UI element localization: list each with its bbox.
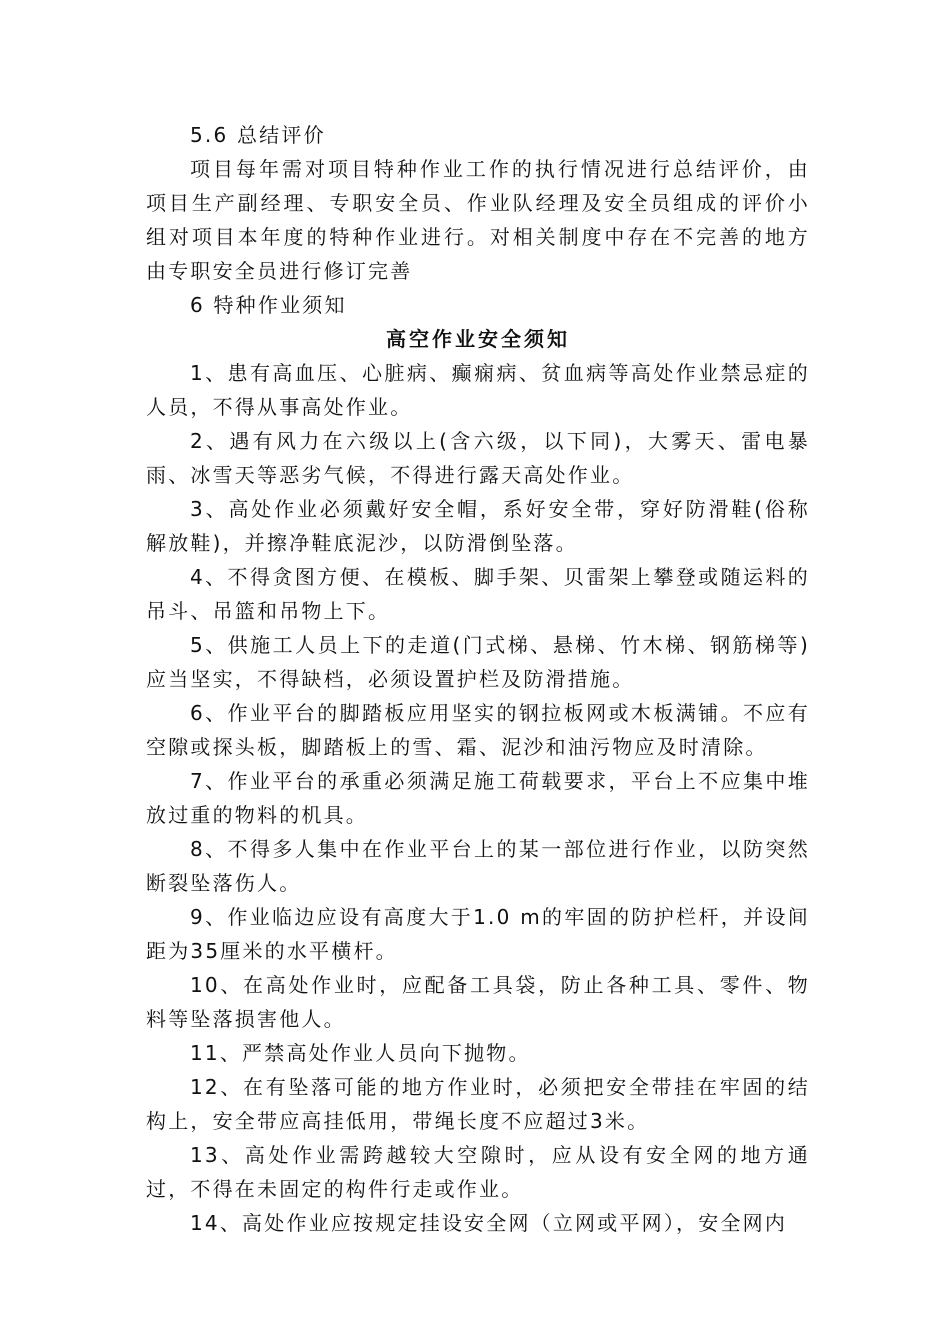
notice-title: 高空作业安全须知	[386, 327, 570, 351]
notice-item: 11、严禁高处作业人员向下抛物。	[190, 1041, 531, 1065]
notice-item: 3、高处作业必须戴好安全帽，系好安全带，穿好防滑鞋(俗称解放鞋)，并擦净鞋底泥沙，以防滑倒坠落。	[146, 497, 810, 555]
section-6-heading: 6 特种作业须知	[190, 293, 347, 317]
notice-item: 8、不得多人集中在作业平台上的某一部位进行作业，以防突然断裂坠落伤人。	[146, 837, 810, 895]
notice-item: 7、作业平台的承重必须满足施工荷载要求，平台上不应集中堆放过重的物料的机具。	[146, 769, 810, 827]
notice-item: 12、在有坠落可能的地方作业时，必须把安全带挂在牢固的结构上，安全带应高挂低用，带绳长度不应超过3米。	[146, 1075, 810, 1133]
notice-item: 9、作业临边应设有高度大于1.0 m的牢固的防护栏杆，并设间距为35厘米的水平横杆。	[146, 905, 810, 963]
section-5-6-heading: 5.6 总结评价	[190, 123, 326, 147]
notice-item: 2、遇有风力在六级以上(含六级，以下同)，大雾天、雷电暴雨、冰雪天等恶劣气候，不得进行露天高处作业。	[146, 429, 810, 487]
notice-item: 5、供施工人员上下的走道(门式梯、悬梯、竹木梯、钢筋梯等)应当坚实，不得缺档，必须设置护栏及防滑措施。	[146, 633, 810, 691]
notice-item: 14、高处作业应按规定挂设安全网（立网或平网），安全网内	[190, 1211, 788, 1235]
notice-item: 1、患有高血压、心脏病、癫痫病、贫血病等高处作业禁忌症的人员，不得从事高处作业。	[146, 361, 810, 419]
notice-item: 6、作业平台的脚踏板应用坚实的钢拉板网或木板满铺。不应有空隙或探头板，脚踏板上的雪、霜、泥沙和油污物应及时清除。	[146, 701, 810, 759]
notice-item: 10、在高处作业时，应配备工具袋，防止各种工具、零件、物料等坠落损害他人。	[146, 973, 810, 1031]
notice-item: 13、高处作业需跨越较大空隙时，应从设有安全网的地方通过，不得在未固定的构件行走或作业。	[146, 1143, 810, 1201]
notice-item: 4、不得贪图方便、在模板、脚手架、贝雷架上攀登或随运料的吊斗、吊篮和吊物上下。	[146, 565, 810, 623]
section-5-6-body: 项目每年需对项目特种作业工作的执行情况进行总结评价，由项目生产副经理、专职安全员、作业队经理及安全员组成的评价小组对项目本年度的特种作业进行。对相关制度中存在不完善的地方由专职安全员进行修订完善	[146, 157, 810, 283]
